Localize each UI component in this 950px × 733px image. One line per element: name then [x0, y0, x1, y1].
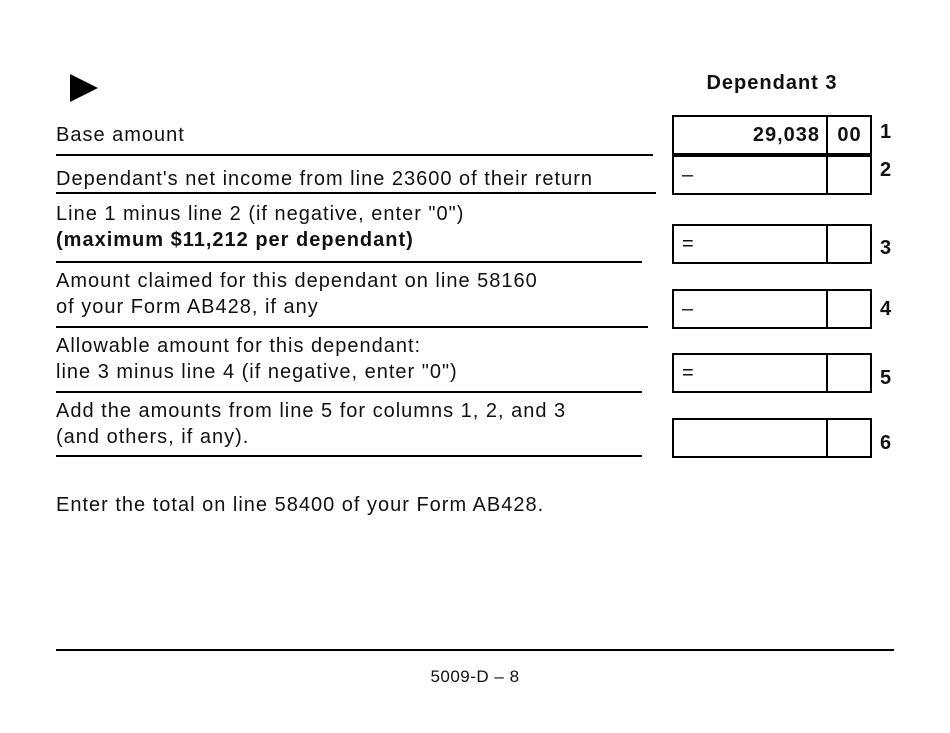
line-1-cents: 00 [837, 124, 862, 146]
line-5-label-line-1: Allowable amount for this dependant: [56, 335, 422, 357]
line-4-operator: – [682, 298, 694, 320]
cents-divider [826, 157, 828, 193]
line-6-amount-field[interactable] [672, 418, 872, 458]
line-4-label-line-1: Amount claimed for this dependant on line 58160 [56, 270, 538, 292]
line-5-cents [829, 355, 870, 391]
line-5-label [56, 333, 458, 385]
line-5-operator: = [682, 362, 694, 384]
line-6-label-line-2: (and others, if any). [56, 426, 250, 448]
line-1-amount-field[interactable] [672, 115, 872, 155]
line-1-rule [56, 154, 653, 156]
line-6-label-line-1: Add the amounts from line 5 for columns 1, 2, and 3 [56, 400, 567, 422]
cents-divider [826, 420, 828, 456]
line-3-amount-field[interactable] [672, 224, 872, 264]
line-3-rule [56, 261, 642, 263]
line-4-label [56, 268, 538, 320]
total-instruction: Enter the total on line 58400 of your Form AB428. [56, 494, 545, 516]
line-5-number: 5 [880, 367, 892, 389]
line-1-label [56, 122, 185, 148]
line-3-operator: = [682, 233, 694, 255]
line-1-dollars: 29,038 [752, 124, 820, 146]
line-2-label-text: Dependant's net income from line 23600 of their return [56, 168, 593, 190]
cents-divider [826, 355, 828, 391]
cents-divider [826, 226, 828, 262]
line-3-label [56, 201, 464, 253]
line-1-number: 1 [880, 121, 892, 143]
line-4-label-line-2: of your Form AB428, if any [56, 296, 319, 318]
line-2-amount-field[interactable] [672, 155, 872, 195]
line-1-label-text: Base amount [56, 124, 185, 146]
line-2-number: 2 [880, 159, 892, 181]
line-6-rule [56, 455, 642, 457]
line-4-amount-field[interactable] [672, 289, 872, 329]
line-3-label-text: Line 1 minus line 2 (if negative, enter "0") [56, 203, 465, 225]
line-4-number: 4 [880, 298, 892, 320]
line-5-label-line-2: line 3 minus line 4 (if negative, enter "0") [56, 361, 458, 383]
cents-divider [826, 117, 828, 153]
line-2-cents [829, 157, 870, 193]
column-title: Dependant 3 [706, 72, 838, 94]
cents-divider [826, 291, 828, 327]
line-4-cents [829, 291, 870, 327]
line-6-label [56, 398, 566, 450]
line-5-rule [56, 391, 642, 393]
continue-arrow-icon [70, 74, 98, 102]
line-2-operator: – [682, 164, 694, 186]
line-6-number: 6 [880, 432, 892, 454]
line-6-cents [829, 420, 870, 456]
line-4-rule [56, 326, 648, 328]
line-2-rule [56, 192, 656, 194]
footer-rule [56, 649, 894, 651]
line-3-label-bold: (maximum $11,212 per dependant) [56, 229, 414, 251]
line-2-label [56, 166, 593, 192]
line-3-number: 3 [880, 237, 892, 259]
line-5-amount-field[interactable] [672, 353, 872, 393]
page-number: 5009-D – 8 [430, 667, 520, 686]
line-3-cents [829, 226, 870, 262]
